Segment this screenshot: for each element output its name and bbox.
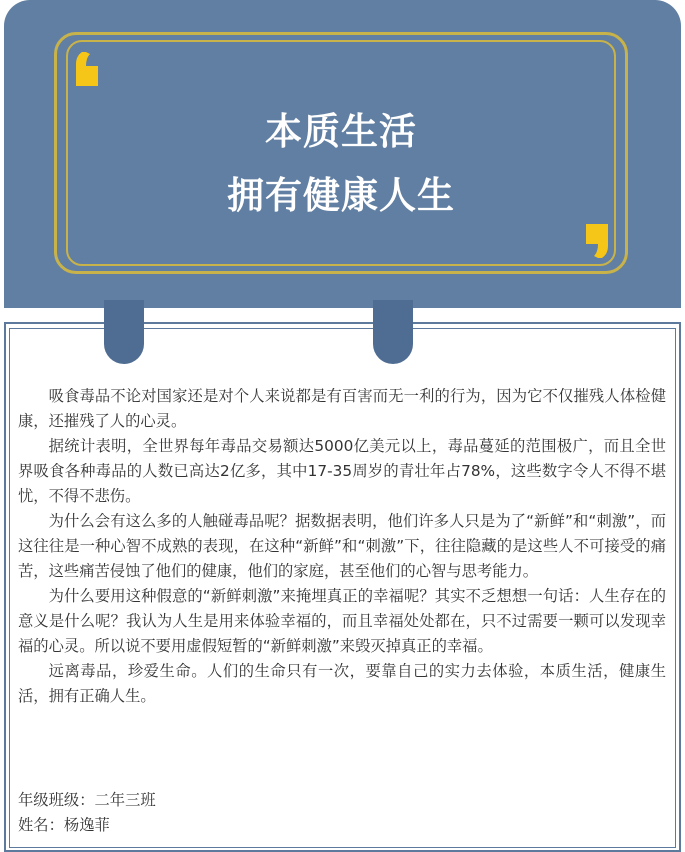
paragraph-3: 为什么会有这么多的人触碰毒品呢？据数据表明，他们许多人只是为了“新鲜”和“刺激”，而这往往是一种心智不成熟的表现，在这种“新鲜”和“刺激”下，往往隐藏的是这些人不可接受的痛苦，这些痛苦侵蚀了他们的健康，他们的家庭，甚至他们的心智与思考能力。 xyxy=(18,512,666,580)
binder-tab-right xyxy=(373,300,413,364)
paragraph-4: 为什么要用这种假意的“新鲜刺激”来掩埋真正的幸福呢？其实不乏想想一句话：人生存在的意义是什么呢？我认为人生是用来体验幸福的，而且幸福处处都在，只不过需要一颗可以发现幸福的心灵。所以说不要用虚假短暂的“新鲜刺激”来毁灭掉真正的幸福。 xyxy=(18,587,666,655)
paragraph-2: 据统计表明，全世界每年毒品交易额达5000亿美元以上，毒品蔓延的范围极广，而且全世界吸食各种毒品的人数已高达2亿多，其中17-35周岁的青壮年占78%，这些数字令人不得不堪忧，不得不悲伤。 xyxy=(18,437,666,505)
title-line-2: 拥有健康人生 xyxy=(227,174,455,217)
paragraph-1: 吸食毒品不论对国家还是对个人来说都是有百害而无一利的行为，因为它不仅摧残人体检健康，还摧残了人的心灵。 xyxy=(18,387,666,430)
class-line: 年级班级：二年三班 xyxy=(18,791,156,809)
page-title xyxy=(66,100,616,228)
article-body xyxy=(18,384,666,709)
title-line-1: 本质生活 xyxy=(265,110,417,153)
paragraph-5: 远离毒品，珍爱生命。人们的生命只有一次，要靠自己的实力去体验，本质生活，健康生活，拥有正确人生。 xyxy=(18,662,666,705)
open-quote-icon xyxy=(74,52,98,86)
author-info xyxy=(18,788,658,838)
close-quote-icon xyxy=(586,224,610,258)
binder-tab-left xyxy=(104,300,144,364)
name-line: 姓名：杨逸菲 xyxy=(18,816,110,834)
